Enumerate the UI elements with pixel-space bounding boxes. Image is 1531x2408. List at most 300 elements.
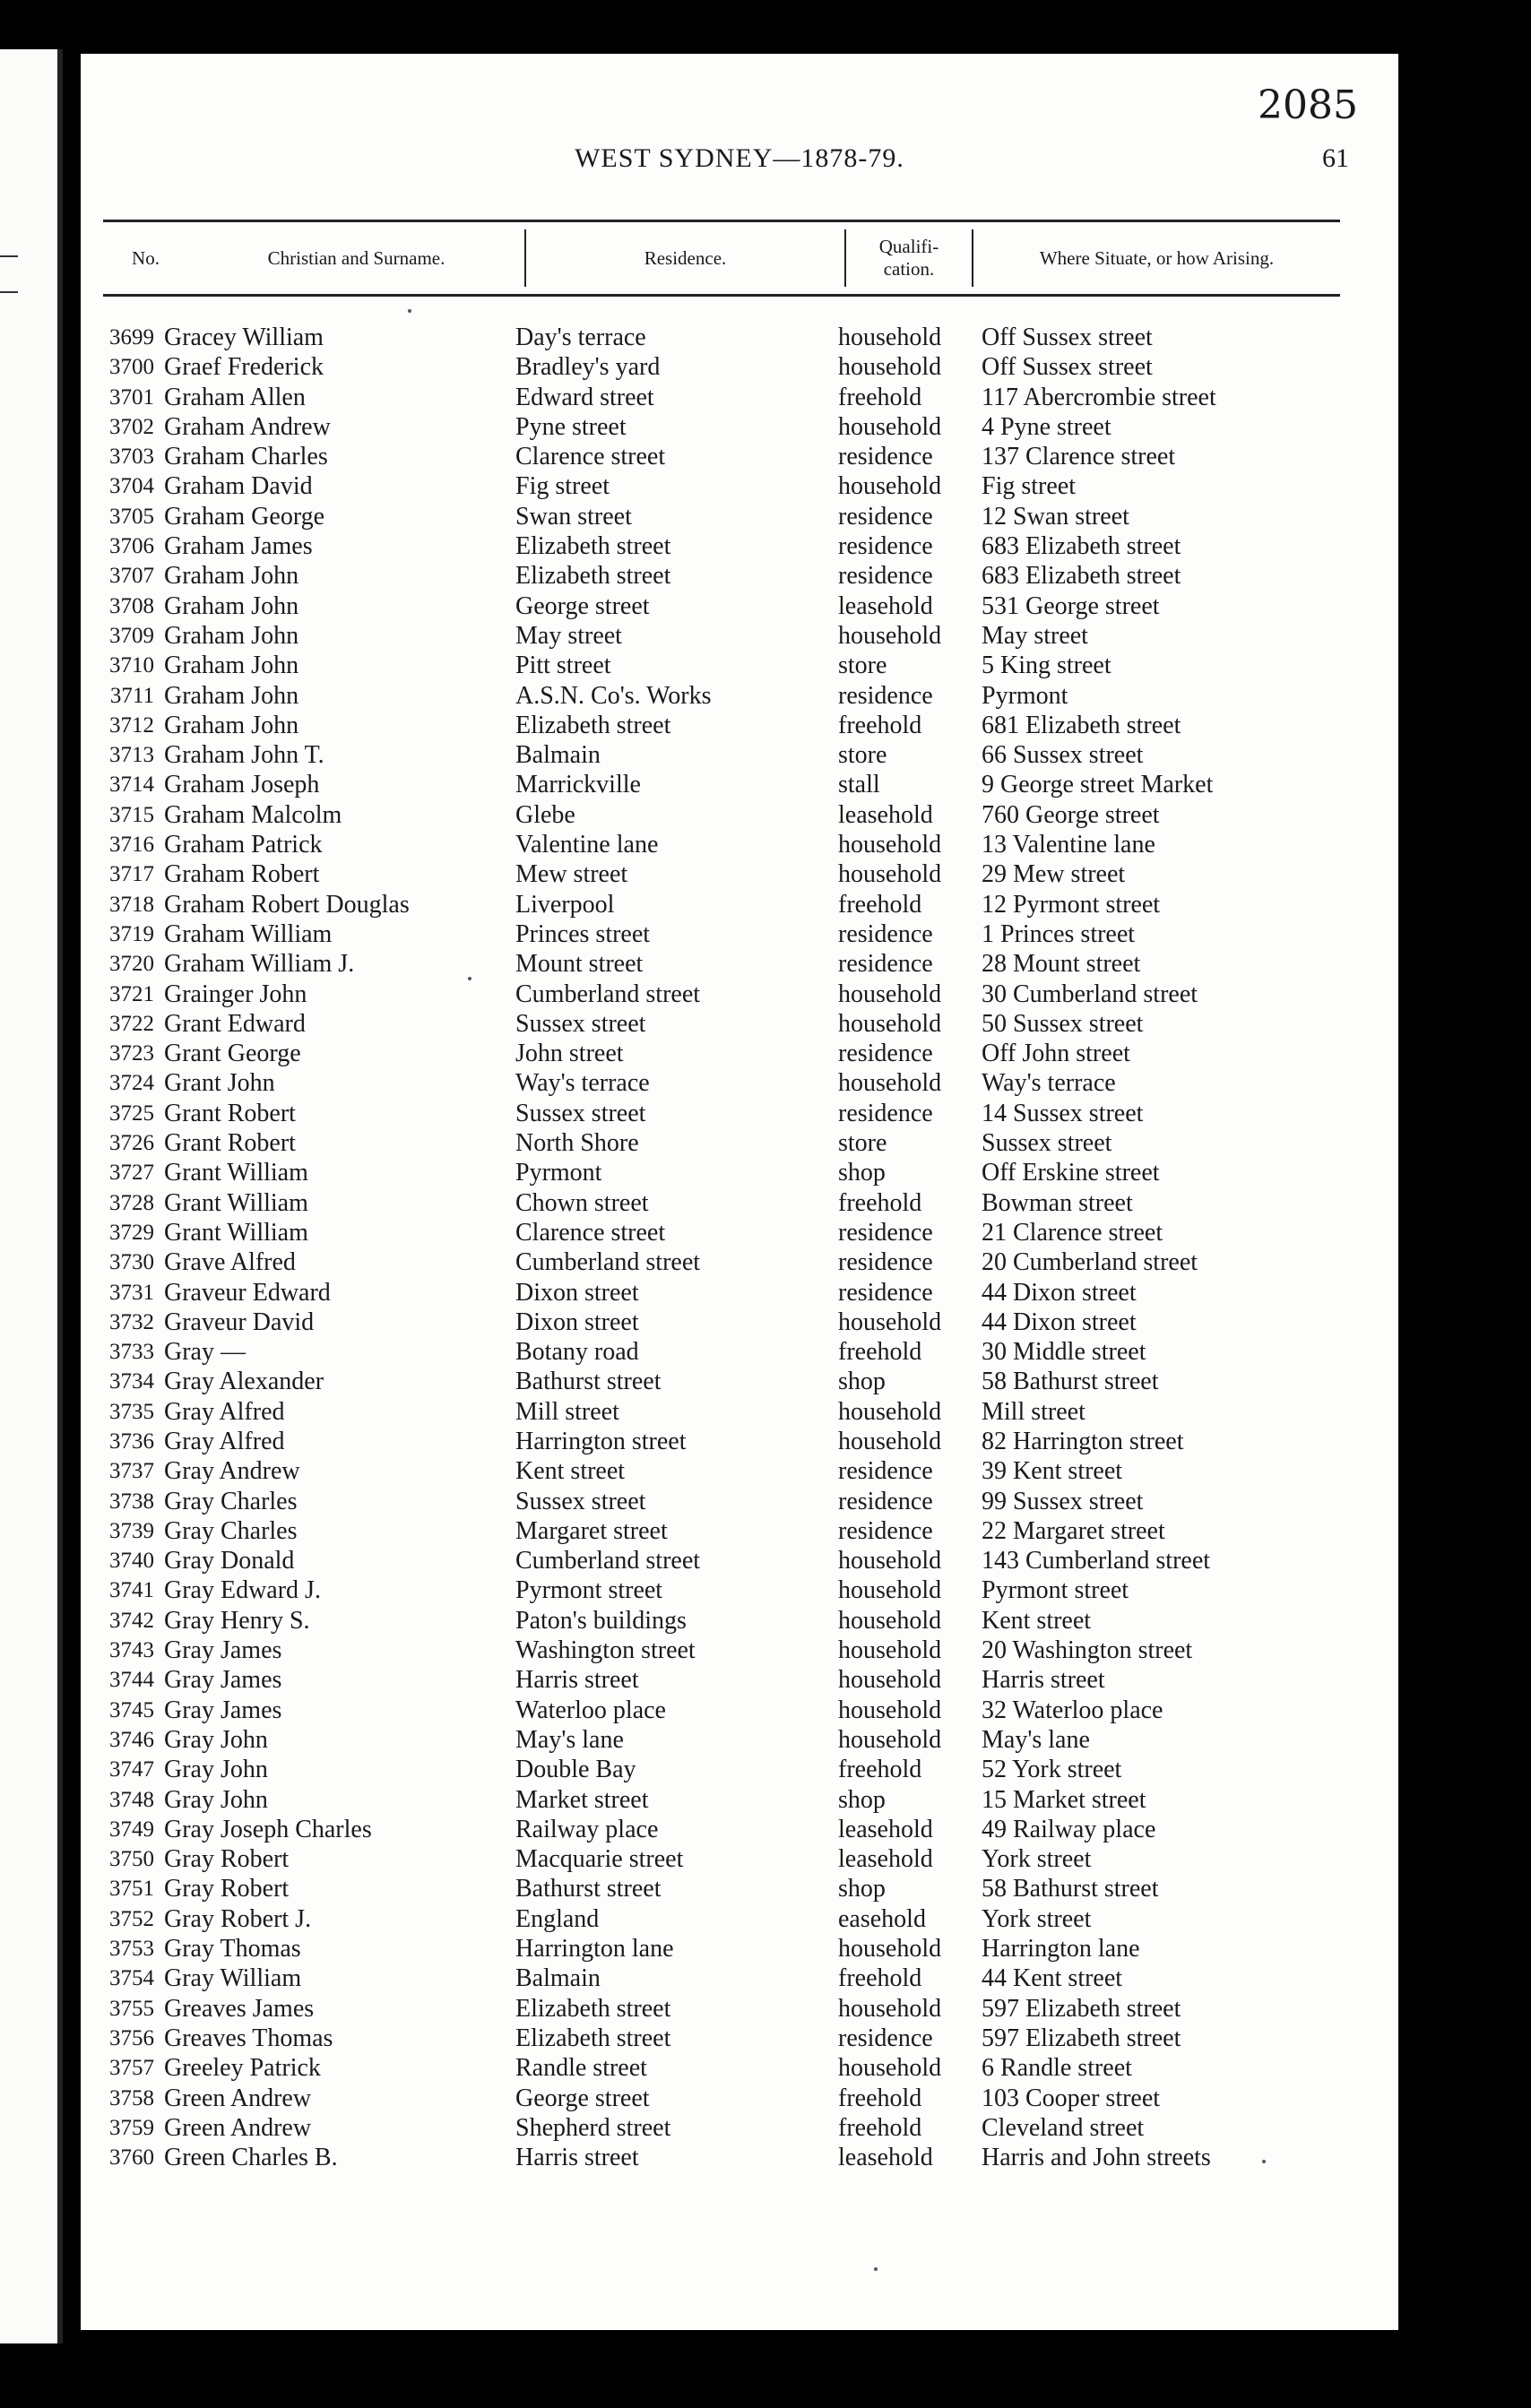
entry-where-situate: 20 Washington street xyxy=(982,1636,1193,1665)
entry-qualification: residence xyxy=(838,562,933,591)
entry-number: 3751 xyxy=(109,1877,154,1902)
table-row xyxy=(81,1994,1398,2024)
table-row xyxy=(81,1009,1398,1039)
entry-name: Gray Charles xyxy=(164,1487,298,1515)
entry-where-situate: 12 Pyrmont street xyxy=(982,890,1161,919)
entry-name: Graham John xyxy=(164,652,299,680)
entry-residence: Clarence street xyxy=(515,443,666,471)
entry-number: 3750 xyxy=(109,1847,154,1872)
entry-number: 3752 xyxy=(109,1906,154,1931)
entry-name: Grant Edward xyxy=(164,1009,306,1038)
entry-qualification: residence xyxy=(838,950,933,979)
entry-where-situate: 52 York street xyxy=(982,1756,1122,1784)
entry-qualification: household xyxy=(838,621,942,650)
entry-where-situate: Cleveland street xyxy=(982,2113,1145,2142)
entry-qualification: household xyxy=(838,1069,942,1098)
table-row xyxy=(81,621,1398,651)
entry-where-situate: 4 Pyne street xyxy=(982,412,1111,441)
entry-residence: Clarence street xyxy=(515,1218,666,1247)
entry-qualification: residence xyxy=(838,1099,933,1127)
entry-where-situate: 683 Elizabeth street xyxy=(982,562,1181,591)
entry-name: Green Charles B. xyxy=(164,2144,338,2172)
table-row xyxy=(81,681,1398,711)
entry-name: Graham John xyxy=(164,621,299,650)
page-number: 61 xyxy=(1322,143,1349,173)
entry-number: 3739 xyxy=(109,1518,154,1543)
entry-number: 3707 xyxy=(109,564,154,589)
entry-number: 3729 xyxy=(109,1220,154,1245)
entry-where-situate: 9 George street Market xyxy=(982,771,1214,799)
entry-where-situate: 82 Harrington street xyxy=(982,1427,1184,1455)
table-row xyxy=(81,1815,1398,1844)
entry-where-situate: 30 Cumberland street xyxy=(982,980,1198,1008)
entry-name: Grant William xyxy=(164,1159,308,1187)
entry-name: Greaves James xyxy=(164,1994,315,2023)
entry-residence: Randle street xyxy=(515,2054,647,2083)
entry-number: 3753 xyxy=(109,1937,154,1962)
entry-residence: Bradley's yard xyxy=(515,353,661,382)
entry-number: 3706 xyxy=(109,534,154,559)
table-row xyxy=(81,442,1398,471)
entry-number: 3711 xyxy=(109,683,154,708)
entry-name: Gray Charles xyxy=(164,1516,298,1545)
entry-residence: Elizabeth street xyxy=(515,1994,671,2023)
entry-residence: Cumberland street xyxy=(515,1547,701,1575)
entry-qualification: household xyxy=(838,324,942,351)
table-row xyxy=(81,412,1398,442)
entry-qualification: household xyxy=(838,1308,942,1336)
entry-residence: Railway place xyxy=(515,1815,659,1843)
entry-qualification: freehold xyxy=(838,711,922,739)
entry-qualification: residence xyxy=(838,502,933,531)
entry-where-situate: Harris and John streets xyxy=(982,2144,1211,2172)
entry-number: 3718 xyxy=(109,892,154,917)
entry-residence: Princes street xyxy=(515,919,651,948)
entry-where-situate: Kent street xyxy=(982,1606,1092,1635)
entry-where-situate: 28 Mount street xyxy=(982,950,1141,979)
entry-number: 3709 xyxy=(109,623,154,648)
entry-number: 3746 xyxy=(109,1727,154,1752)
entry-where-situate: May street xyxy=(982,621,1088,650)
entry-name: Gray Alexander xyxy=(164,1368,324,1396)
entry-name: Grave Alfred xyxy=(164,1248,296,1277)
entry-residence: Harris street xyxy=(515,2144,639,2172)
entry-name: Grant William xyxy=(164,1218,308,1247)
entry-where-situate: 1 Princes street xyxy=(982,919,1136,948)
entry-residence: Day's terrace xyxy=(515,324,646,351)
entry-where-situate: Pyrmont street xyxy=(982,1576,1129,1605)
entry-residence: Shepherd street xyxy=(515,2113,671,2142)
table-row xyxy=(81,949,1398,979)
entry-where-situate: 14 Sussex street xyxy=(982,1099,1144,1127)
entry-qualification: shop xyxy=(838,1368,886,1396)
entry-name: Graham Robert xyxy=(164,860,320,889)
entry-residence: Swan street xyxy=(515,502,632,531)
entry-where-situate: Bowman street xyxy=(982,1188,1133,1217)
entry-number: 3734 xyxy=(109,1369,154,1394)
rule-mark xyxy=(0,291,18,293)
entry-qualification: freehold xyxy=(838,2113,922,2142)
entry-where-situate: Off John street xyxy=(982,1040,1130,1068)
table-row xyxy=(81,1068,1398,1098)
entry-where-situate: Fig street xyxy=(982,472,1076,501)
entry-qualification: household xyxy=(838,1606,942,1635)
entry-number: 3733 xyxy=(109,1340,154,1365)
entry-where-situate: 44 Dixon street xyxy=(982,1308,1137,1336)
entry-name: Graham Robert Douglas xyxy=(164,890,410,919)
table-row xyxy=(81,1964,1398,1993)
entry-where-situate: 32 Waterloo place xyxy=(982,1696,1163,1724)
entry-where-situate: York street xyxy=(982,1845,1092,1874)
entry-residence: Botany road xyxy=(515,1338,639,1367)
entry-qualification: leasehold xyxy=(838,1815,933,1843)
table-row xyxy=(81,1128,1398,1158)
entry-where-situate: 44 Kent street xyxy=(982,1964,1123,1993)
entry-name: Graham George xyxy=(164,502,325,531)
entry-number: 3747 xyxy=(109,1757,154,1782)
table-header xyxy=(103,220,1340,297)
table-row xyxy=(81,1546,1398,1575)
entry-qualification: freehold xyxy=(838,890,922,919)
entry-number: 3735 xyxy=(109,1399,154,1424)
entry-number: 3730 xyxy=(109,1250,154,1275)
entry-name: Green Andrew xyxy=(164,2113,312,2142)
register-page xyxy=(81,54,1398,2330)
entry-qualification: household xyxy=(838,1547,942,1575)
entry-residence: Bathurst street xyxy=(515,1368,662,1396)
entry-number: 3723 xyxy=(109,1041,154,1066)
entry-name: Gray Edward J. xyxy=(164,1576,321,1605)
entry-residence: Pyrmont street xyxy=(515,1576,663,1605)
table-row xyxy=(81,1636,1398,1665)
table-row xyxy=(81,980,1398,1009)
entry-where-situate: 5 King street xyxy=(982,652,1111,680)
entry-where-situate: 58 Bathurst street xyxy=(982,1368,1159,1396)
register-entries xyxy=(81,323,1398,2172)
entry-residence: Chown street xyxy=(515,1188,649,1217)
entry-number: 3743 xyxy=(109,1638,154,1663)
entry-name: Gray John xyxy=(164,1725,268,1754)
table-row xyxy=(81,919,1398,949)
table-row xyxy=(81,1844,1398,1874)
table-row xyxy=(81,352,1398,382)
entry-residence: May street xyxy=(515,621,622,650)
entry-number: 3704 xyxy=(109,474,154,499)
entry-where-situate: 44 Dixon street xyxy=(982,1278,1137,1307)
entry-where-situate: 12 Swan street xyxy=(982,502,1129,531)
entry-qualification: leasehold xyxy=(838,591,933,620)
entry-number: 3708 xyxy=(109,593,154,618)
entry-name: Graham John xyxy=(164,591,299,620)
entry-number: 3741 xyxy=(109,1578,154,1603)
entry-residence: Marrickville xyxy=(515,771,641,799)
entry-qualification: household xyxy=(838,1935,942,1964)
entry-qualification: household xyxy=(838,980,942,1008)
table-row xyxy=(81,1934,1398,1964)
entry-number: 3755 xyxy=(109,1996,154,2021)
entry-number: 3754 xyxy=(109,1966,154,1991)
entry-residence: Elizabeth street xyxy=(515,2024,671,2052)
table-row xyxy=(81,502,1398,531)
ink-speck xyxy=(1262,2160,1266,2163)
entry-residence: Liverpool xyxy=(515,890,615,919)
entry-number: 3726 xyxy=(109,1131,154,1156)
entry-number: 3722 xyxy=(109,1011,154,1036)
entry-where-situate: 681 Elizabeth street xyxy=(982,711,1181,739)
entry-residence: George street xyxy=(515,591,650,620)
entry-residence: Mount street xyxy=(515,950,644,979)
entry-number: 3759 xyxy=(109,2115,154,2140)
entry-where-situate: Off Sussex street xyxy=(982,353,1153,382)
entry-where-situate: 137 Clarence street xyxy=(982,443,1176,471)
entry-qualification: household xyxy=(838,1636,942,1665)
table-row xyxy=(81,1755,1398,1784)
entry-number: 3749 xyxy=(109,1817,154,1842)
table-row xyxy=(81,2084,1398,2113)
entry-where-situate: Sussex street xyxy=(982,1129,1112,1158)
entry-number: 3742 xyxy=(109,1608,154,1633)
entry-residence: Sussex street xyxy=(515,1487,646,1515)
entry-qualification: household xyxy=(838,472,942,501)
entry-number: 3719 xyxy=(109,921,154,946)
entry-qualification: freehold xyxy=(838,2084,922,2112)
entry-where-situate: York street xyxy=(982,1904,1092,1933)
entry-qualification: household xyxy=(838,1009,942,1038)
entry-name: Gray Alfred xyxy=(164,1427,285,1455)
entry-name: Greeley Patrick xyxy=(164,2054,321,2083)
entry-qualification: household xyxy=(838,1397,942,1426)
col-header-where: Where Situate, or how Arising. xyxy=(1039,246,1275,269)
entry-where-situate: 597 Elizabeth street xyxy=(982,2024,1181,2052)
entry-number: 3702 xyxy=(109,414,154,439)
table-row xyxy=(81,2024,1398,2053)
entry-name: Grant John xyxy=(164,1069,275,1098)
entry-residence: Market street xyxy=(515,1785,649,1814)
entry-name: Gray John xyxy=(164,1756,268,1784)
entry-qualification: freehold xyxy=(838,1756,922,1784)
ink-speck xyxy=(874,2267,878,2271)
table-row xyxy=(81,1696,1398,1725)
table-row xyxy=(81,1575,1398,1605)
entry-name: Grant George xyxy=(164,1040,301,1068)
table-row xyxy=(81,1278,1398,1308)
entry-residence: George street xyxy=(515,2084,650,2112)
entry-number: 3756 xyxy=(109,2025,154,2050)
entry-where-situate: 30 Middle street xyxy=(982,1338,1146,1367)
table-row xyxy=(81,830,1398,859)
entry-where-situate: 683 Elizabeth street xyxy=(982,532,1181,561)
table-row xyxy=(81,1874,1398,1903)
entry-number: 3703 xyxy=(109,444,154,470)
entry-qualification: residence xyxy=(838,1248,933,1277)
entry-number: 3740 xyxy=(109,1549,154,1574)
entry-name: Gray Thomas xyxy=(164,1935,301,1964)
entry-residence: Valentine lane xyxy=(515,831,659,859)
entry-number: 3716 xyxy=(109,833,154,858)
table-row xyxy=(81,800,1398,830)
entry-where-situate: 531 George street xyxy=(982,591,1160,620)
entry-qualification: store xyxy=(838,1129,887,1158)
entry-qualification: freehold xyxy=(838,1338,922,1367)
table-row xyxy=(81,471,1398,501)
entry-qualification: residence xyxy=(838,532,933,561)
entry-qualification: residence xyxy=(838,919,933,948)
entry-residence: Macquarie street xyxy=(515,1845,684,1874)
entry-number: 3745 xyxy=(109,1697,154,1722)
entry-number: 3710 xyxy=(109,653,154,678)
entry-number: 3721 xyxy=(109,981,154,1006)
entry-where-situate: 66 Sussex street xyxy=(982,741,1144,770)
entry-number: 3717 xyxy=(109,862,154,887)
entry-name: Gray Joseph Charles xyxy=(164,1815,372,1843)
table-row xyxy=(81,591,1398,621)
entry-name: Grainger John xyxy=(164,980,307,1008)
entry-qualification: residence xyxy=(838,2024,933,2052)
entry-residence: Balmain xyxy=(515,741,601,770)
entry-name: Greaves Thomas xyxy=(164,2024,333,2052)
entry-qualification: leasehold xyxy=(838,800,933,829)
entry-name: Gray Henry S. xyxy=(164,1606,310,1635)
entry-qualification: household xyxy=(838,1666,942,1695)
entry-name: Grant Robert xyxy=(164,1129,296,1158)
entry-residence: Elizabeth street xyxy=(515,532,671,561)
entry-where-situate: May's lane xyxy=(982,1725,1090,1754)
entry-where-situate: 15 Market street xyxy=(982,1785,1146,1814)
entry-number: 3715 xyxy=(109,802,154,827)
entry-residence: Harris street xyxy=(515,1666,639,1695)
entry-where-situate: Harris street xyxy=(982,1666,1105,1695)
table-row xyxy=(81,740,1398,770)
table-row xyxy=(81,383,1398,412)
table-row xyxy=(81,1337,1398,1367)
table-row xyxy=(81,859,1398,889)
entry-number: 3744 xyxy=(109,1668,154,1693)
entry-qualification: household xyxy=(838,412,942,441)
table-row xyxy=(81,1606,1398,1636)
entry-residence: Cumberland street xyxy=(515,1248,701,1277)
entry-qualification: household xyxy=(838,1576,942,1605)
entry-residence: Harrington lane xyxy=(515,1935,674,1964)
entry-where-situate: 6 Randle street xyxy=(982,2054,1132,2083)
table-row xyxy=(81,2113,1398,2143)
entry-where-situate: 13 Valentine lane xyxy=(982,831,1155,859)
entry-qualification: household xyxy=(838,2054,942,2083)
entry-residence: Mew street xyxy=(515,860,628,889)
entry-qualification: residence xyxy=(838,1218,933,1247)
entry-where-situate: 58 Bathurst street xyxy=(982,1875,1159,1903)
entry-name: Gray James xyxy=(164,1636,282,1665)
entry-name: Grant William xyxy=(164,1188,308,1217)
entry-name: Graham David xyxy=(164,472,313,501)
entry-qualification: shop xyxy=(838,1785,886,1814)
entry-name: Graham James xyxy=(164,532,313,561)
entry-where-situate: 760 George street xyxy=(982,800,1160,829)
entry-name: Green Andrew xyxy=(164,2084,312,2112)
entry-number: 3736 xyxy=(109,1428,154,1454)
entry-number: 3701 xyxy=(109,384,154,410)
table-row xyxy=(81,1725,1398,1755)
entry-where-situate: 143 Cumberland street xyxy=(982,1547,1211,1575)
entry-residence: Edward street xyxy=(515,383,654,411)
entry-residence: England xyxy=(515,1904,600,1933)
entry-residence: Margaret street xyxy=(515,1516,668,1545)
table-row xyxy=(81,2143,1398,2172)
entry-qualification: household xyxy=(838,831,942,859)
entry-name: Gray Robert xyxy=(164,1845,290,1874)
entry-number: 3727 xyxy=(109,1161,154,1186)
entry-name: Graham William J. xyxy=(164,950,355,979)
entry-name: Graham William xyxy=(164,919,333,948)
table-row xyxy=(81,770,1398,799)
entry-residence: Mill street xyxy=(515,1397,619,1426)
entry-residence: Harrington street xyxy=(515,1427,687,1455)
entry-residence: Elizabeth street xyxy=(515,711,671,739)
entry-residence: John street xyxy=(515,1040,624,1068)
entry-residence: Washington street xyxy=(515,1636,696,1665)
col-header-name: Christian and Surname. xyxy=(267,246,445,269)
entry-name: Graveur David xyxy=(164,1308,315,1336)
entry-residence: Dixon street xyxy=(515,1308,639,1336)
entry-name: Graham Charles xyxy=(164,443,328,471)
entry-number: 3712 xyxy=(109,712,154,738)
table-row xyxy=(81,1188,1398,1218)
entry-number: 3728 xyxy=(109,1190,154,1215)
entry-number: 3713 xyxy=(109,743,154,768)
entry-name: Gray William xyxy=(164,1964,302,1993)
rule-mark xyxy=(0,255,18,257)
entry-qualification: freehold xyxy=(838,1188,922,1217)
entry-name: Gray Andrew xyxy=(164,1457,300,1486)
entry-name: Graham Andrew xyxy=(164,412,331,441)
entry-where-situate: 50 Sussex street xyxy=(982,1009,1144,1038)
table-row xyxy=(81,1099,1398,1128)
entry-residence: May's lane xyxy=(515,1725,624,1754)
entry-name: Gray Alfred xyxy=(164,1397,285,1426)
entry-name: Graham John xyxy=(164,681,299,710)
entry-qualification: leasehold xyxy=(838,1845,933,1874)
entry-where-situate: 99 Sussex street xyxy=(982,1487,1144,1515)
table-row xyxy=(81,1516,1398,1546)
entry-name: Graham John xyxy=(164,562,299,591)
col-header-no: No. xyxy=(132,246,160,269)
table-row xyxy=(81,1427,1398,1456)
entry-name: Graham Malcolm xyxy=(164,800,342,829)
entry-residence: Dixon street xyxy=(515,1278,639,1307)
entry-residence: Sussex street xyxy=(515,1009,646,1038)
entry-number: 3731 xyxy=(109,1280,154,1305)
entry-number: 3724 xyxy=(109,1071,154,1096)
entry-residence: Pyne street xyxy=(515,412,627,441)
entry-where-situate: 20 Cumberland street xyxy=(982,1248,1198,1277)
entry-number: 3714 xyxy=(109,772,154,798)
entry-name: Gracey William xyxy=(164,324,324,351)
entry-name: Graham John T. xyxy=(164,741,324,770)
entry-where-situate: 29 Mew street xyxy=(982,860,1126,889)
entry-number: 3737 xyxy=(109,1459,154,1484)
table-row xyxy=(81,1665,1398,1695)
table-row xyxy=(81,561,1398,591)
entry-residence: Glebe xyxy=(515,800,575,829)
table-row xyxy=(81,1487,1398,1516)
table-row xyxy=(81,1247,1398,1277)
table-row xyxy=(81,711,1398,740)
table-row xyxy=(81,323,1398,352)
entry-qualification: residence xyxy=(838,443,933,471)
entry-number: 3738 xyxy=(109,1489,154,1514)
ink-speck xyxy=(468,977,471,980)
entry-name: Gray Robert J. xyxy=(164,1904,312,1933)
running-head: WEST SYDNEY—1878-79. xyxy=(575,143,904,173)
